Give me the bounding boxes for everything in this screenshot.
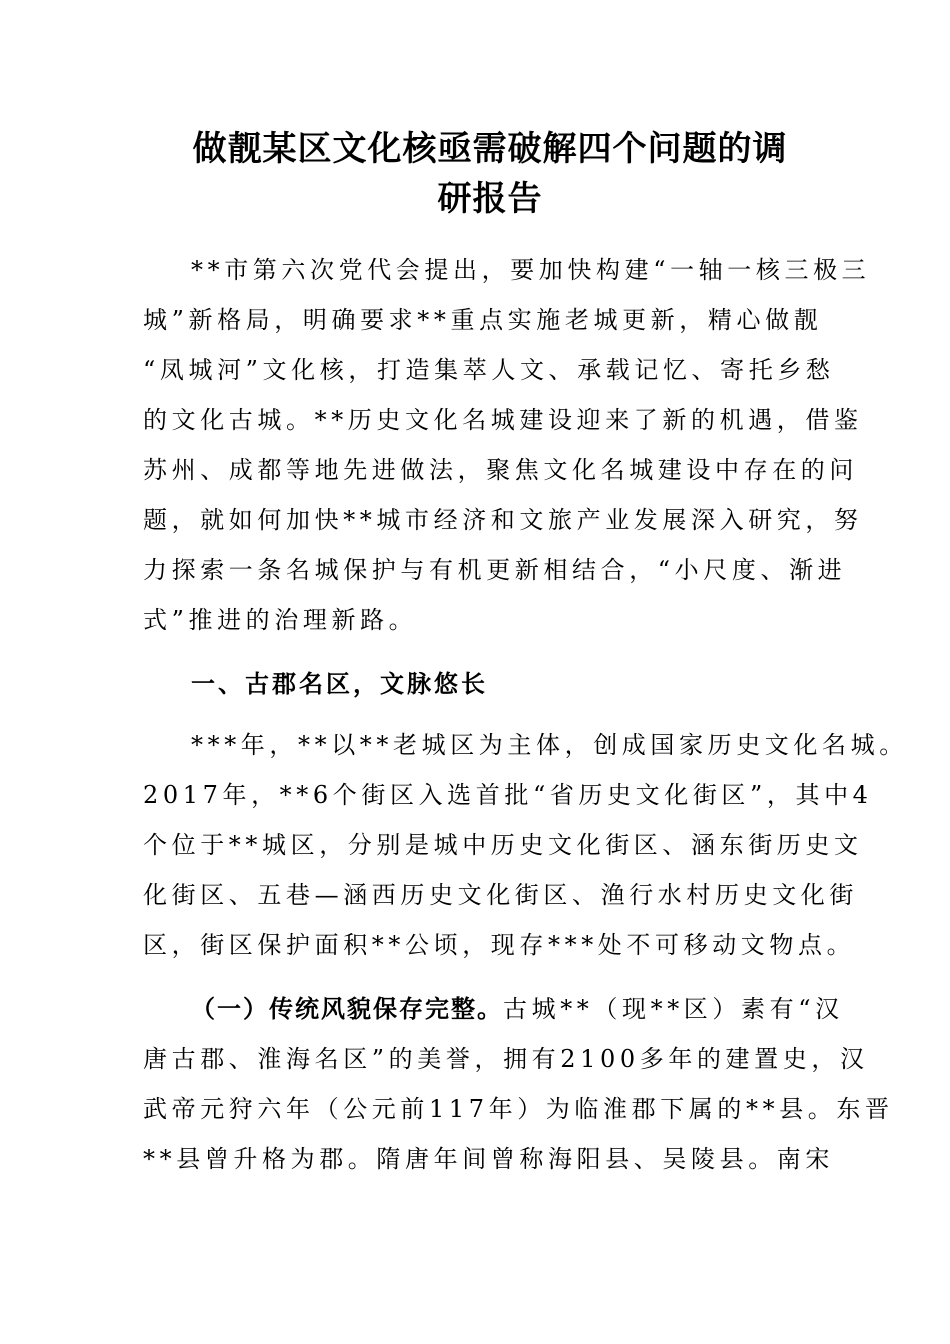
intro-line-7: 力探索一条名城保护与有机更新相结合，“小尺度、渐进: [143, 556, 847, 584]
intro-line-3: “凤城河”文化核，打造集萃人文、承载记忆、寄托乡愁: [143, 356, 835, 384]
intro-line-8: 式”推进的治理新路。: [143, 606, 418, 634]
section-1-line-1: ***年，**以**老城区为主体，创成国家历史文化名城。: [191, 731, 908, 759]
subsection-1-line-1: [191, 985, 844, 1034]
intro-line-4: 的文化古城。**历史文化名城建设迎来了新的机遇，借鉴: [143, 406, 863, 434]
intro-line-2: 城”新格局，明确要求**重点实施老城更新，精心做靓: [143, 306, 823, 334]
subsection-1-line-4: **县曾升格为郡。隋唐年间曾称海阳县、吴陵县。南宋: [143, 1145, 834, 1173]
section-1-line-3: 个位于**城区，分别是城中历史文化街区、涵东街历史文: [143, 831, 863, 859]
intro-line-5: 苏州、成都等地先进做法，聚焦文化名城建设中存在的问: [143, 456, 858, 484]
subsection-1-line-1-text: 古城**（现**区）素有“汉: [503, 995, 844, 1023]
section-1-line-2: 2017年，**6个街区入选首批“省历史文化街区”，其中4: [143, 781, 873, 809]
subsection-1-line-3: 武帝元狩六年（公元前117年）为临淮郡下属的**县。东晋: [143, 1095, 894, 1123]
intro-line-6: 题，就如何加快**城市经济和文旅产业发展深入研究，努: [143, 506, 863, 534]
section-1-line-4: 化街区、五巷—涵西历史文化街区、渔行水村历史文化街: [143, 881, 858, 909]
section-1-line-5: 区，街区保护面积**公顷，现存***处不可移动文物点。: [143, 931, 856, 959]
subsection-1-line-2: 唐古郡、淮海名区”的美誉，拥有2100多年的建置史，汉: [143, 1045, 869, 1073]
document-title-line-2: 研报告: [437, 179, 543, 219]
subsection-1-heading: （一）传统风貌保存完整。: [191, 995, 503, 1023]
section-1-heading: 一、古郡名区，文脉悠长: [191, 670, 488, 698]
document-title-line-1: 做靓某区文化核亟需破解四个问题的调: [192, 129, 788, 169]
intro-line-1: **市第六次党代会提出，要加快构建“一轴一核三极三: [191, 256, 871, 284]
